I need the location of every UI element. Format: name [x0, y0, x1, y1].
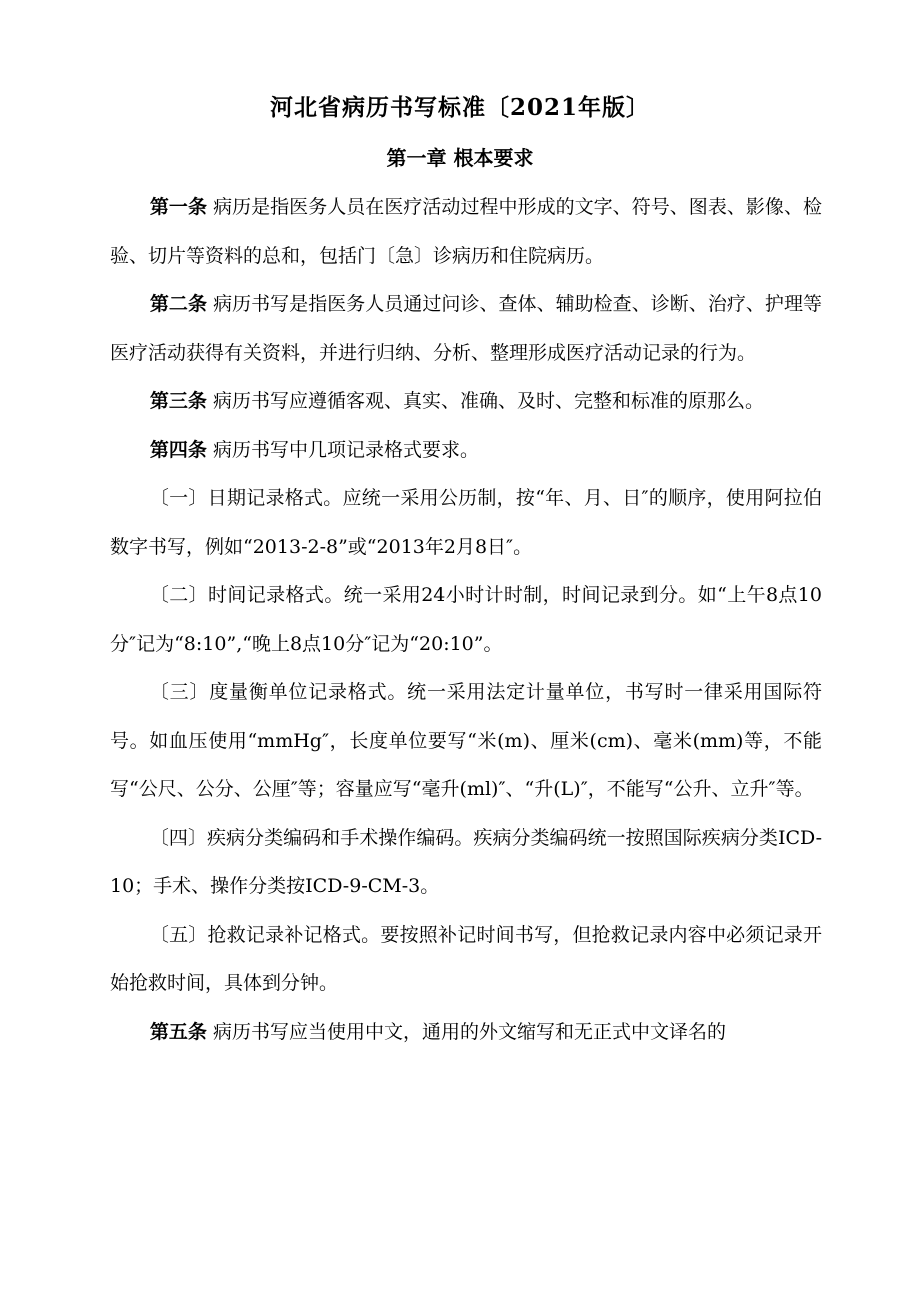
article-text: 病历书写是指医务人员通过问诊、查体、辅助检查、诊断、治疗、护理等医疗活动获得有关资料，并进行归纳、分析、整理形成医疗活动记录的行为。 — [110, 293, 822, 364]
item-3: 〔三〕度量衡单位记录格式。统一采用法定计量单位，书写时一律采用国际符号。如血压使用“mmHg″，长度单位要写“米(m)、厘米(cm)、毫米(mm)等，不能写“公尺、公分、公厘″等；容量应写“毫升(ml)″、“升(L)″，不能写“公升、立升″等。 — [110, 681, 822, 800]
article-text: 病历书写应当使用中文，通用的外文缩写和无正式中文译名的 — [212, 1020, 726, 1043]
item-5: 〔五〕抢救记录补记格式。要按照补记时间书写，但抢救记录内容中必须记录开始抢救时间，具体到分钟。 — [110, 923, 822, 994]
article-3 — [110, 377, 822, 426]
article-label: 第二条 — [149, 293, 207, 315]
document-title: 河北省病历书写标准〔2021年版〕 — [269, 94, 650, 121]
article-1 — [110, 183, 822, 280]
article-text: 病历书写中几项记录格式要求。 — [212, 438, 479, 461]
item-2: 〔二〕时间记录格式。统一采用24小时计时制，时间记录到分。如“上午8点10分″记为“8:10”,“晚上8点10分″记为“20:10”。 — [110, 584, 822, 655]
article-label: 第五条 — [149, 1020, 207, 1043]
article-5 — [110, 1008, 822, 1057]
document-body — [110, 183, 822, 1056]
article-4 — [110, 426, 822, 475]
article-label: 第三条 — [149, 390, 207, 412]
article-text: 病历书写应遵循客观、真实、准确、及时、完整和标准的原那么。 — [212, 390, 764, 412]
chapter-heading: 第一章 根本要求 — [386, 146, 534, 170]
article-text: 病历是指医务人员在医疗活动过程中形成的文字、符号、图表、影像、检验、切片等资料的总和，包括门〔急〕诊病历和住院病历。 — [110, 196, 822, 267]
item-4: 〔四〕疾病分类编码和手术操作编码。疾病分类编码统一按照国际疾病分类ICD-10；手术、操作分类按ICD-9-CM-3。 — [110, 826, 822, 897]
article-label: 第四条 — [149, 438, 207, 461]
article-2 — [110, 280, 822, 377]
item-1: 〔一〕日期记录格式。应统一采用公历制，按“年、月、日″的顺序，使用阿拉伯数字书写，例如“2013-2-8”或“2013年2月8日″。 — [110, 487, 822, 558]
article-label: 第一条 — [149, 196, 207, 218]
